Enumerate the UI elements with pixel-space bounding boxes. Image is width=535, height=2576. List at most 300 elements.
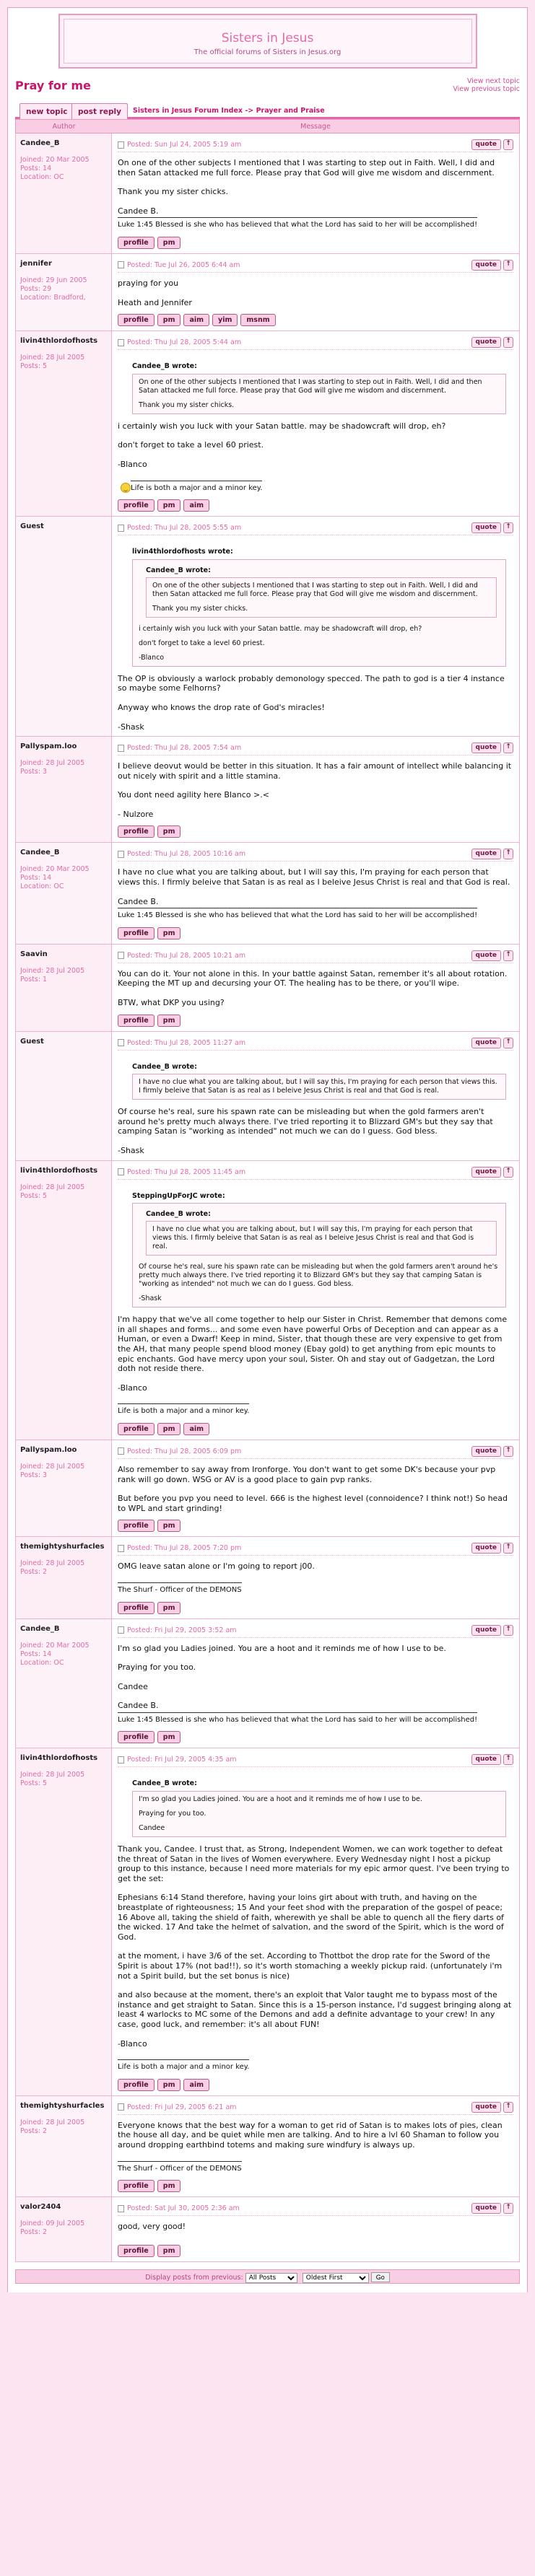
author-meta-line: Posts: 2	[20, 2126, 48, 2135]
post-author-name[interactable]: Candee_B	[20, 1624, 60, 1633]
msnm-button[interactable]: msnm	[240, 314, 275, 326]
post-signature: Life is both a major and a minor key.	[118, 1403, 249, 1416]
quote-paragraph: I have no clue what you are talking about, but I will say this, I'm praying for each person that views this. I firmly beleive that Satan is as real as I beleive Jesus Christ is real and that God is real.	[139, 1078, 497, 1095]
pm-button[interactable]: pm	[157, 2180, 181, 2192]
quote-paragraph: On one of the other subjects I mentioned that I was starting to step out in Faith. Well, I did and then Satan attacked me full force. Please pray that God will give me wisdom and discernment.	[139, 377, 482, 395]
quote-paragraph: -Blanco	[139, 653, 165, 662]
post-body	[118, 350, 513, 512]
post-paragraph: But before you pvp you need to level. 666 is the highest level (connoidence? I think not!) So head to WPL and start grinding!	[118, 1494, 508, 1513]
post-message-cell	[112, 1440, 519, 1536]
post-paragraph: -Blanco	[118, 459, 147, 469]
pm-button[interactable]: pm	[157, 1602, 181, 1614]
post-author-name[interactable]: Guest	[20, 522, 44, 531]
post-author-name[interactable]: Candee_B	[20, 139, 60, 147]
post-icon	[118, 141, 124, 149]
profile-button[interactable]: profile	[118, 927, 155, 939]
quote-button[interactable]: quote	[471, 742, 501, 753]
post-paragraph: OMG leave satan alone or I'm going to report j00.	[118, 1561, 315, 1572]
quote-text	[146, 1221, 497, 1256]
post-row	[15, 1161, 520, 1440]
post-paragraph: Thank you my sister chicks.	[118, 187, 229, 197]
topic-actions	[15, 99, 520, 119]
post-paragraph: BTW, what DKP you using?	[118, 998, 225, 1008]
post-footer-buttons	[118, 314, 276, 326]
quote-paragraph: Thank you my sister chicks.	[152, 604, 248, 613]
post-header	[118, 1541, 513, 1556]
post-author-meta	[20, 156, 107, 182]
author-column-header: Author	[52, 123, 76, 131]
post-icon	[118, 2205, 124, 2212]
breadcrumb-forum-link[interactable]: Prayer and Praise	[256, 107, 325, 115]
up-arrow-icon[interactable]: ↑	[503, 1543, 513, 1554]
post-body	[118, 1767, 513, 2090]
author-meta-line: Location: Bradford,	[20, 293, 86, 302]
post-author-cell	[16, 1619, 112, 1748]
post-footer-buttons	[118, 237, 180, 249]
author-meta-line: Joined: 20 Mar 2005	[20, 865, 90, 874]
post-author-name[interactable]: themightyshurfacles	[20, 2101, 105, 2110]
up-arrow-icon[interactable]: ↑	[503, 139, 513, 150]
quote-author: Candee_B wrote:	[132, 1062, 197, 1071]
quote-paragraph: Of course he's real, sure his spawn rate can be misleading but when the gold farmers aren't around he's pretty much always there. I've tried reporting it to Blizzard GM's but they say that camping Satan is "working as intended" not much we can do I guess. God bless.	[139, 1263, 498, 1289]
author-meta-line: Joined: 28 Jul 2005	[20, 1183, 85, 1191]
profile-button[interactable]: profile	[118, 314, 155, 326]
new-topic-button[interactable]: new topic	[19, 103, 74, 119]
site-description: The official forums of Sisters in Jesus.org	[193, 48, 342, 56]
pm-button[interactable]: pm	[157, 314, 181, 326]
topic-title[interactable]: Pray for me	[15, 79, 91, 92]
post-author-cell	[16, 1537, 112, 1618]
post-paragraph: good, very good!	[118, 2222, 186, 2232]
up-arrow-icon[interactable]: ↑	[503, 1446, 513, 1457]
quote-author: Candee_B wrote:	[132, 362, 197, 371]
pm-button[interactable]: pm	[157, 2079, 181, 2091]
quote-button[interactable]: quote	[471, 849, 501, 859]
post-reply-button[interactable]: post reply	[71, 103, 128, 119]
post-timestamp: Posted: Thu Jul 28, 2005 10:16 am	[127, 850, 246, 859]
quote-paragraph: Thank you my sister chicks.	[139, 400, 235, 409]
post-row	[15, 737, 520, 843]
author-meta-line: Joined: 09 Jul 2005	[20, 2220, 85, 2228]
aim-button[interactable]: aim	[183, 314, 209, 326]
post-author-name[interactable]: livin4thlordofhosts	[20, 337, 98, 346]
post-paragraph: -Blanco	[118, 1383, 147, 1393]
post-timestamp: Posted: Sat Jul 30, 2005 2:36 am	[127, 2204, 240, 2213]
post-footer-buttons	[118, 927, 180, 939]
quote-button[interactable]: quote	[471, 337, 501, 348]
post-paragraph: and also because at the moment, there's an exploit that Valor taught me to bypass most of the instance and get straight to Satan. Since this is a 15-person instance, I'd suggest bringing along at least 4 warlocks to MC some of the Demons and add a definite advantage to your crew! In any case, good luck, and remember: it's all about FUN!	[118, 1990, 512, 2029]
post-author-cell	[16, 945, 112, 1031]
quote-button[interactable]: quote	[471, 1754, 501, 1765]
aim-button[interactable]: aim	[183, 1423, 209, 1435]
profile-button[interactable]: profile	[118, 2180, 155, 2192]
post-signature: Life is both a major and a minor key.	[131, 481, 262, 494]
profile-button[interactable]: profile	[118, 1423, 155, 1435]
quote-author: SteppingUpForJC wrote:	[132, 1191, 225, 1200]
post-row	[15, 2096, 520, 2197]
pm-button[interactable]: pm	[157, 2245, 181, 2257]
post-icon	[118, 745, 124, 752]
quote-button[interactable]: quote	[471, 1625, 501, 1636]
author-meta-line: Joined: 28 Jul 2005	[20, 354, 85, 362]
post-icon	[118, 261, 124, 268]
post-footer-buttons	[118, 1015, 180, 1027]
post-icon	[118, 2103, 124, 2111]
post-paragraph: i certainly wish you luck with your Satan battle. may be shadowcraft will drop, eh?	[118, 421, 446, 431]
signature-name: Candee B.	[118, 206, 159, 216]
post-author-meta	[20, 276, 107, 302]
up-arrow-icon[interactable]: ↑	[503, 742, 513, 753]
pm-button[interactable]: pm	[157, 1731, 181, 1743]
post-paragraph: Of course he's real, sure his spawn rate can be misleading but when the gold farmers aren't around he's pretty much always there. I've tried reporting it to Blizzard GM's but they say that camping Satan is "working as intended" not much we can do I guess. God bless.	[118, 1107, 493, 1136]
post-paragraph: On one of the other subjects I mentioned that I was starting to step out in Faith. Well, I did and then Satan attacked me full force. Please pray that God will give me wisdom and discernment.	[118, 158, 495, 178]
quote-author: Candee_B wrote:	[146, 566, 211, 574]
post-signature: Life is both a major and a minor key.	[118, 2059, 249, 2072]
post-icon	[118, 1756, 124, 1764]
post-author-name[interactable]: Guest	[20, 1037, 44, 1046]
post-author-cell	[16, 2096, 112, 2196]
signature-name: Candee B.	[118, 896, 159, 906]
post-author-cell	[16, 2197, 112, 2261]
quote-author: livin4thlordofhosts wrote:	[132, 548, 233, 556]
up-arrow-icon[interactable]: ↑	[503, 1038, 513, 1048]
post-timestamp: Posted: Sun Jul 24, 2005 5:19 am	[127, 141, 242, 149]
post-row	[15, 1032, 520, 1161]
up-arrow-icon[interactable]: ↑	[503, 337, 513, 348]
author-meta-line: Location: OC	[20, 882, 64, 891]
quote-text	[132, 559, 506, 667]
author-meta-line: Posts: 14	[20, 1650, 52, 1658]
forum-page	[7, 7, 528, 2292]
profile-button[interactable]: profile	[118, 499, 155, 512]
profile-button[interactable]: profile	[118, 1602, 155, 1614]
up-arrow-icon[interactable]: ↑	[503, 1754, 513, 1765]
up-arrow-icon[interactable]: ↑	[503, 849, 513, 859]
post-footer-buttons	[118, 1423, 209, 1435]
post-footer-buttons	[118, 2079, 209, 2091]
up-arrow-icon[interactable]: ↑	[503, 260, 513, 271]
post-icon	[118, 1447, 124, 1455]
author-meta-line: Posts: 2	[20, 2228, 48, 2237]
pm-button[interactable]: pm	[157, 1015, 181, 1027]
post-header	[118, 336, 513, 350]
quote-button[interactable]: quote	[471, 260, 501, 271]
post-paragraph: -Shask	[118, 722, 144, 732]
author-meta-line: Posts: 3	[20, 1471, 48, 1479]
post-icon	[118, 339, 124, 346]
post-author-cell	[16, 1161, 112, 1440]
message-column-header: Message	[300, 123, 331, 131]
post-row	[15, 1440, 520, 1537]
pm-button[interactable]: pm	[157, 237, 181, 249]
display-options-bar	[15, 2269, 520, 2284]
post-author-cell	[16, 1440, 112, 1536]
pm-button[interactable]: pm	[157, 1520, 181, 1532]
post-author-name[interactable]: valor2404	[20, 2203, 61, 2212]
post-header	[118, 1036, 513, 1051]
nested-quote-block	[146, 566, 497, 618]
quote-block	[132, 1779, 506, 1837]
profile-button[interactable]: profile	[118, 2079, 155, 2091]
post-paragraph: I believe deovut would be better in this situation. It has a fair amount of intellect while balancing it out nicely with spirit and a little stamina.	[118, 761, 512, 781]
post-icon	[118, 1168, 124, 1175]
post-author-name[interactable]: Candee_B	[20, 849, 60, 857]
quote-paragraph: -Shask	[139, 1294, 162, 1303]
post-header	[118, 1753, 513, 1767]
post-footer-buttons	[118, 1602, 180, 1614]
author-meta-line: Joined: 28 Jul 2005	[20, 966, 85, 975]
author-meta-line: Posts: 5	[20, 1779, 48, 1788]
post-author-name[interactable]: jennifer	[20, 259, 52, 268]
post-timestamp: Posted: Thu Jul 28, 2005 11:45 am	[127, 1167, 246, 1176]
quote-text	[132, 1074, 506, 1100]
post-author-cell	[16, 517, 112, 736]
author-meta-line: Joined: 28 Jul 2005	[20, 2118, 85, 2126]
post-message-cell	[112, 1537, 519, 1618]
post-body	[118, 1638, 513, 1744]
post-row	[15, 331, 520, 517]
quote-button[interactable]: quote	[471, 1446, 501, 1457]
author-meta-line: Joined: 28 Jul 2005	[20, 759, 85, 768]
quote-paragraph: Candee	[139, 1824, 165, 1833]
quote-paragraph: I'm so glad you Ladies joined. You are a hoot and it reminds me of how I use to be.	[139, 1795, 422, 1804]
author-meta-line: Joined: 28 Jul 2005	[20, 1462, 85, 1471]
quote-block	[132, 1191, 506, 1308]
post-author-cell	[16, 843, 112, 943]
author-meta-line: Joined: 28 Jul 2005	[20, 1559, 85, 1568]
post-author-cell	[16, 254, 112, 330]
post-body	[118, 152, 513, 249]
post-header	[118, 258, 513, 273]
smiley-icon	[121, 483, 131, 493]
post-paragraph: Candee	[118, 1681, 148, 1691]
post-signature: Luke 1:45 Blessed is she who has believed that what the Lord has said to her will be accomplished!	[118, 1712, 477, 1725]
post-author-meta	[20, 2119, 107, 2136]
profile-button[interactable]: profile	[118, 1015, 155, 1027]
quote-author: Candee_B wrote:	[132, 1779, 197, 1788]
post-header	[118, 949, 513, 963]
post-footer-buttons	[118, 2180, 180, 2192]
post-timestamp: Posted: Thu Jul 28, 2005 10:21 am	[127, 951, 246, 960]
display-posts-label: Display posts from previous:	[145, 2274, 243, 2282]
post-message-cell	[112, 2096, 519, 2196]
quote-paragraph: I have no clue what you are talking about, but I will say this, I'm praying for each person that views this. I firmly beleive that Satan is as real as I beleive Jesus Christ is real and that God is real.	[152, 1225, 474, 1251]
post-paragraph: I have no clue what you are talking about, but I will say this, I'm praying for each person that views this. I firmly beleive that Satan is as real as I beleive Jesus Christ is real and that God is real.	[118, 867, 510, 888]
post-paragraph: at the moment, i have 3/6 of the set. According to Thottbot the drop rate for the Sword of the Spirit is about 17% (not bad!!), so it's worth stomaching a weekly pickup raid. (unfortunately i'm not a Spirit build, but the set bonus is nice)	[118, 1951, 503, 1981]
post-icon	[118, 525, 124, 532]
post-body	[118, 1180, 513, 1435]
view-next-topic-link[interactable]: View next topic	[466, 77, 520, 85]
quote-text	[132, 1203, 506, 1307]
post-header	[118, 138, 513, 152]
post-author-cell	[16, 331, 112, 516]
author-meta-line: Posts: 2	[20, 1568, 48, 1577]
quote-button[interactable]: quote	[471, 1167, 501, 1178]
post-footer-buttons	[118, 2245, 180, 2257]
yim-button[interactable]: yim	[212, 314, 238, 326]
post-timestamp: Posted: Tue Jul 26, 2005 6:44 am	[127, 260, 240, 269]
quote-text	[146, 577, 497, 618]
quote-paragraph: Praying for you too.	[139, 1810, 206, 1818]
post-message-cell	[112, 737, 519, 842]
post-timestamp: Posted: Thu Jul 28, 2005 7:54 am	[127, 744, 242, 753]
post-message-cell	[112, 1619, 519, 1748]
author-meta-line: Location: OC	[20, 1658, 64, 1667]
post-paragraph: -Blanco	[118, 2038, 147, 2049]
breadcrumb-index-link[interactable]: Sisters in Jesus Forum Index	[133, 107, 243, 115]
author-meta-line: Posts: 5	[20, 362, 48, 371]
profile-button[interactable]: profile	[118, 825, 155, 838]
pm-button[interactable]: pm	[157, 927, 181, 939]
author-meta-line: Posts: 29	[20, 284, 52, 293]
post-header	[118, 2100, 513, 2115]
post-message-cell	[112, 133, 519, 253]
post-author-name[interactable]: themightyshurfacles	[20, 1543, 105, 1551]
post-signature: The Shurf - Officer of the DEMONS	[118, 1582, 242, 1595]
quote-button[interactable]: quote	[471, 1543, 501, 1554]
author-meta-line: Posts: 5	[20, 1191, 48, 1200]
nested-quote-block	[146, 1210, 497, 1256]
post-body	[118, 535, 513, 732]
quote-button[interactable]: quote	[471, 139, 501, 150]
pm-button[interactable]: pm	[157, 825, 181, 838]
quote-block	[132, 1062, 506, 1100]
quote-text	[132, 374, 506, 414]
author-meta-line: Posts: 14	[20, 165, 52, 172]
post-paragraph: You dont need agility here Blanco >.<	[118, 790, 269, 800]
post-timestamp: Posted: Thu Jul 28, 2005 5:44 am	[127, 338, 242, 347]
post-row	[15, 1619, 520, 1749]
up-arrow-icon[interactable]: ↑	[503, 1167, 513, 1178]
post-header	[118, 1165, 513, 1180]
post-paragraph: -Shask	[118, 1146, 144, 1155]
post-paragraph: Ephesians 6:14 Stand therefore, having your loins girt about with truth, and having on the breastplate of righteousness; 15 And your feet shod with the preparation of the gospel of peace; 16 Above all, taking the shield of faith, wherewith ye shall be able to quench all the fiery darts of the wicked. 17 And take the helmet of salvation, and the sword of the Spirit, which is the word of God.	[118, 1893, 504, 1942]
quote-paragraph: On one of the other subjects I mentioned that I was starting to step out in Faith. Well, I did and then Satan attacked me full force. Please pray that God will give me wisdom and discernment.	[152, 581, 478, 598]
post-timestamp: Posted: Fri Jul 29, 2005 3:52 am	[127, 1626, 237, 1634]
post-author-meta	[20, 967, 107, 984]
post-author-meta	[20, 354, 107, 371]
post-row	[15, 517, 520, 737]
post-paragraph: Praying for you too.	[118, 1662, 196, 1673]
post-author-name[interactable]: livin4thlordofhosts	[20, 1754, 98, 1763]
up-arrow-icon[interactable]: ↑	[503, 950, 513, 961]
post-paragraph: The OP is obviously a warlock probably demonology specced. The path to god is a tier 4 instance so maybe some Felhorns?	[118, 673, 505, 693]
post-message-cell	[112, 331, 519, 516]
post-signature: The Shurf - Officer of the DEMONS	[118, 2161, 242, 2174]
profile-button[interactable]: profile	[118, 1520, 155, 1532]
post-author-meta	[20, 1183, 107, 1201]
post-message-cell	[112, 843, 519, 943]
post-author-cell	[16, 737, 112, 842]
post-timestamp: Posted: Thu Jul 28, 2005 11:27 am	[127, 1038, 246, 1047]
post-message-cell	[112, 1161, 519, 1440]
post-header	[118, 847, 513, 862]
quote-button[interactable]: quote	[471, 950, 501, 961]
quote-button[interactable]: quote	[471, 1038, 501, 1048]
up-arrow-icon[interactable]: ↑	[503, 522, 513, 533]
profile-button[interactable]: profile	[118, 237, 155, 249]
post-timestamp: Posted: Thu Jul 28, 2005 7:20 pm	[127, 1544, 242, 1553]
topic-titlebar	[15, 77, 520, 99]
quote-button[interactable]: quote	[471, 522, 501, 533]
post-author-name[interactable]: Pallyspam.loo	[20, 742, 77, 751]
post-footer-buttons	[118, 1731, 180, 1743]
up-arrow-icon[interactable]: ↑	[503, 2203, 513, 2214]
post-row	[15, 254, 520, 331]
post-timestamp: Posted: Thu Jul 28, 2005 6:09 pm	[127, 1447, 242, 1455]
post-author-meta	[20, 2220, 107, 2237]
view-previous-topic-link[interactable]: View previous topic	[453, 85, 520, 93]
post-author-meta	[20, 759, 107, 776]
post-message-cell	[112, 517, 519, 736]
post-row	[15, 843, 520, 944]
post-message-cell	[112, 2197, 519, 2261]
post-author-cell	[16, 1032, 112, 1160]
post-paragraph: You can do it. Your not alone in this. In your battle against Satan, remember it's all about rotation. Keeping the MT up and decursing your OT. The healing has to be there, or you'll wipe.	[118, 968, 508, 989]
post-message-cell	[112, 254, 519, 330]
post-icon	[118, 1626, 124, 1634]
post-author-name[interactable]: Saavin	[20, 950, 48, 958]
go-button[interactable]: Go	[371, 2272, 390, 2282]
post-header	[118, 521, 513, 535]
post-paragraph: don't forget to take a level 60 priest.	[118, 440, 264, 450]
post-author-name[interactable]: livin4thlordofhosts	[20, 1166, 98, 1175]
quote-button[interactable]: quote	[471, 2102, 501, 2113]
post-signature: Luke 1:45 Blessed is she who has believed that what the Lord has said to her will be accomplished!	[118, 908, 477, 921]
post-author-meta	[20, 1463, 107, 1480]
up-arrow-icon[interactable]: ↑	[503, 1625, 513, 1636]
pm-button[interactable]: pm	[157, 499, 181, 512]
post-author-name[interactable]: Pallyspam.loo	[20, 1445, 77, 1454]
profile-button[interactable]: profile	[118, 1731, 155, 1743]
post-list	[15, 133, 520, 2262]
aim-button[interactable]: aim	[183, 499, 209, 512]
profile-button[interactable]: profile	[118, 2245, 155, 2257]
post-author-cell	[16, 133, 112, 253]
post-row	[15, 2197, 520, 2262]
author-meta-line: Joined: 20 Mar 2005	[20, 1641, 90, 1650]
post-row	[15, 1537, 520, 1618]
post-footer-buttons	[118, 825, 180, 838]
quote-author: Candee_B wrote:	[146, 1210, 211, 1219]
post-icon	[118, 851, 124, 858]
up-arrow-icon[interactable]: ↑	[503, 2102, 513, 2113]
post-row	[15, 133, 520, 254]
post-paragraph: Heath and Jennifer	[118, 297, 192, 307]
post-signature: Luke 1:45 Blessed is she who has believed that what the Lord has said to her will be accomplished!	[118, 217, 477, 230]
breadcrumb: Sisters in Jesus Forum Index -> Prayer and Praise	[133, 107, 325, 115]
post-timestamp: Posted: Thu Jul 28, 2005 5:55 am	[127, 524, 242, 533]
quote-button[interactable]: quote	[471, 2203, 501, 2214]
author-meta-line: Location: OC	[20, 173, 64, 181]
quote-paragraph: don't forget to take a level 60 priest.	[139, 639, 265, 647]
post-author-meta	[20, 1642, 107, 1668]
post-paragraph: Also remember to say away from Ironforge. You don't want to get some DK's because your pvp rank will go down. WSG or AV is a good place to gain pvp ranks.	[118, 1464, 496, 1484]
post-header	[118, 2202, 513, 2216]
post-row	[15, 945, 520, 1032]
author-meta-line: Posts: 1	[20, 975, 48, 983]
site-title[interactable]: Sisters in Jesus	[221, 31, 314, 45]
post-paragraph: Everyone knows that the best way for a woman to get rid of Satan is to makes lots of pies, clean the house all day, and be quiet while men are talking. And to hire a lvl 60 Shaman to follow you around dropping earthbind totems and making sure windfury is always up.	[118, 2120, 503, 2150]
post-paragraph: I'm so glad you Ladies joined. You are a hoot and it reminds me of how I use to be.	[118, 1643, 446, 1653]
pm-button[interactable]: pm	[157, 1423, 181, 1435]
post-message-cell	[112, 1032, 519, 1160]
post-order-select[interactable]	[303, 2273, 369, 2283]
post-header	[118, 1445, 513, 1459]
post-period-select[interactable]	[245, 2273, 297, 2283]
post-paragraph: Thank you, Candee. I trust that, as Strong, Independent Women, we can work together to defeat the threat of Satan in the lives of Women everywhere. Every Wednesday night I host a pickup group to this instance, because I need more materials for my epic armor quest. I've been trying to get the set:	[118, 1844, 510, 1883]
aim-button[interactable]: aim	[183, 2079, 209, 2091]
